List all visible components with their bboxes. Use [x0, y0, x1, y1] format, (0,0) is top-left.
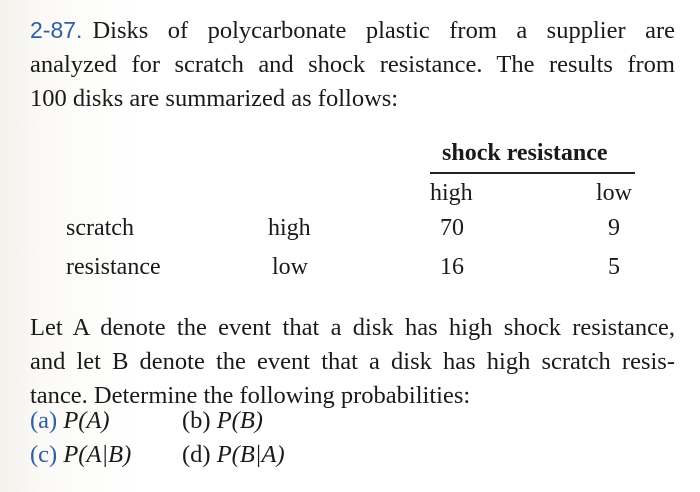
col-header-low: low: [596, 180, 632, 206]
cell-low-low: 5: [608, 254, 620, 280]
column-header: shock resistance: [442, 140, 608, 166]
question-line-1: Let A denote the event that a disk has high shock resistance,: [30, 314, 675, 341]
cell-low-high: 16: [440, 254, 464, 280]
row-header-1: scratch: [66, 215, 134, 241]
row-label-high: high: [268, 215, 311, 241]
option-b: (b) P(B): [182, 407, 263, 434]
problem-number: 2-87.: [30, 17, 83, 43]
header-rule: [430, 172, 635, 174]
question-line-3: tance. Determine the following probabilities:: [30, 382, 471, 409]
intro-line-1: 2-87. Disks of polycarbonate plastic from a supplier are: [30, 17, 675, 44]
cell-high-low: 9: [608, 215, 620, 241]
intro-line-3: 100 disks are summarized as follows:: [30, 85, 399, 112]
option-c: (c) P(A|B): [30, 441, 132, 468]
row-label-low: low: [272, 254, 308, 280]
problem-intro: [30, 13, 675, 116]
question-text: [30, 311, 675, 413]
option-a: (a) P(A): [30, 407, 110, 434]
row-header-2: resistance: [66, 254, 161, 280]
col-header-high: high: [430, 180, 473, 206]
cell-high-high: 70: [440, 215, 464, 241]
question-line-2: and let B denote the event that a disk has high scratch resis-: [30, 348, 675, 375]
option-d: (d) P(B|A): [182, 441, 285, 468]
intro-line-2: analyzed for scratch and shock resistance. The results from: [30, 51, 675, 78]
